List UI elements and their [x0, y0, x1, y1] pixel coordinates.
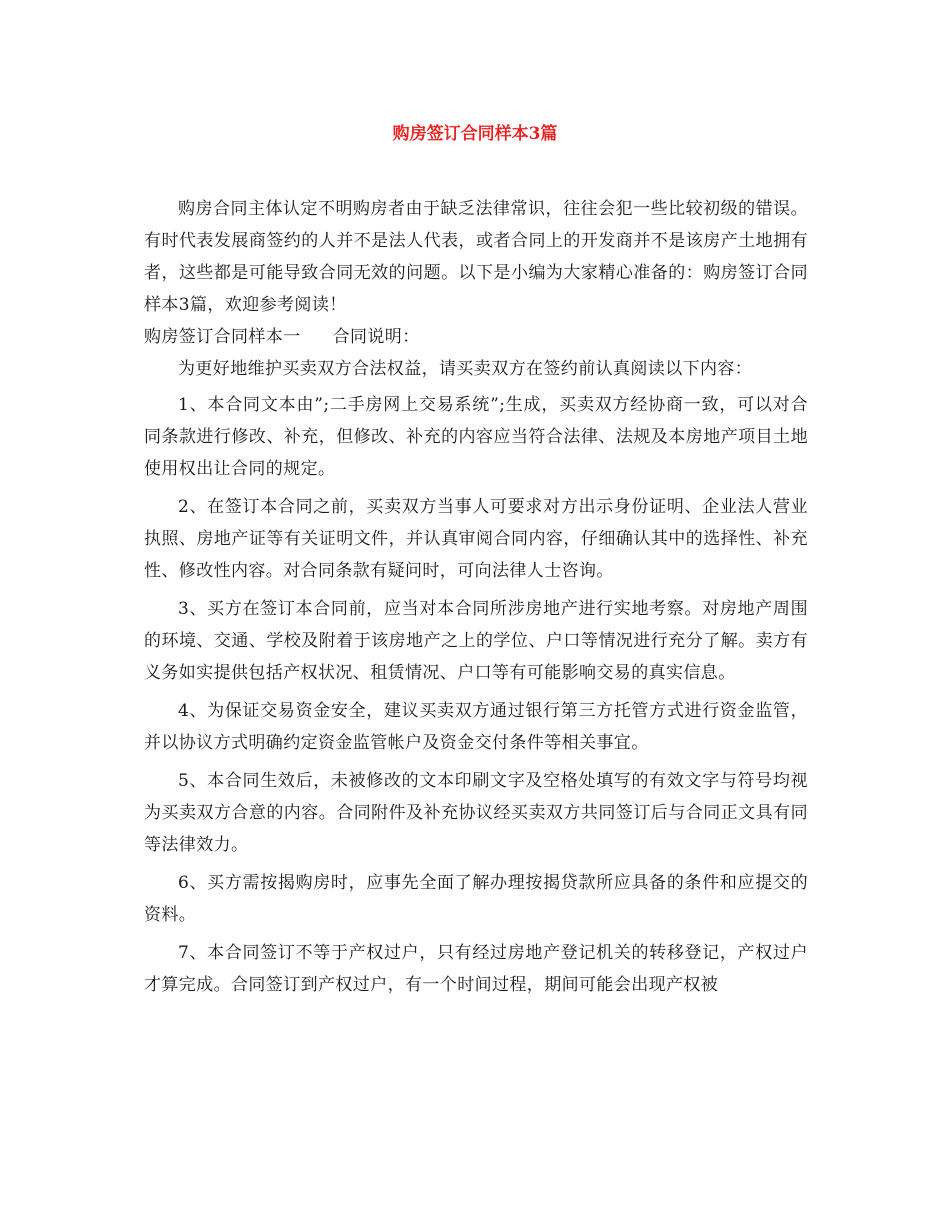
document-title: 购房签订合同样本3篇 [392, 124, 558, 144]
intro-paragraph: 购房合同主体认定不明购房者由于缺乏法律常识，往往会犯一些比较初级的错误。有时代表发展商签约的人并不是法人代表，或者合同上的开发商并不是该房产土地拥有者，这些都是可能导致合同无效的问题。以下是小编为大家精心准备的：购房签订合同样本3篇，欢迎参考阅读！ [144, 199, 808, 315]
clause-paragraph-3: 3、买方在签订本合同前，应当对本合同所涉房地产进行实地考察。对房地产周围的环境、交通、学校及附着于该房地产之上的学位、户口等情况进行充分了解。卖方有义务如实提供包括产权状况、租赁情况、户口等有可能影响交易的真实信息。 [144, 599, 808, 683]
clause-paragraph-2: 2、在签订本合同之前，买卖双方当事人可要求对方出示身份证明、企业法人营业执照、房地产证等有关证明文件，并认真审阅合同内容，仔细确认其中的选择性、补充性、修改性内容。对合同条款有疑问时，可向法律人士咨询。 [144, 497, 808, 581]
lead-paragraph: 为更好地维护买卖双方合法权益，请买卖双方在签约前认真阅读以下内容： [178, 359, 753, 379]
section-heading-line [144, 321, 808, 353]
clause-paragraph-1: 1、本合同文本由”;二手房网上交易系统”;生成，买卖双方经协商一致，可以对合同条款进行修改、补充，但修改、补充的内容应当符合法律、法规及本房地产项目土地使用权出让合同的规定。 [144, 395, 808, 479]
clause-paragraph-5: 5、本合同生效后，未被修改的文本印刷文字及空格处填写的有效文字与符号均视为买卖双方合意的内容。合同附件及补充协议经买卖双方共同签订后与合同正文具有同等法律效力。 [144, 771, 808, 855]
clause-paragraph-4: 4、为保证交易资金安全，建议买卖双方通过银行第三方托管方式进行资金监管，并以协议方式明确约定资金监管帐户及资金交付条件等相关事宜。 [144, 701, 808, 753]
section-heading: 购房签订合同样本一 [144, 327, 301, 347]
clause-paragraph-6: 6、买方需按揭购房时，应事先全面了解办理按揭贷款所应具备的条件和应提交的资料。 [144, 873, 808, 925]
clause-paragraph-7: 7、本合同签订不等于产权过户，只有经过房地产登记机关的转移登记，产权过户才算完成。合同签订到产权过户，有一个时间过程，期间可能会出现产权被 [144, 943, 808, 995]
section-subheading: 合同说明： [332, 327, 420, 347]
document-body [144, 193, 808, 1007]
